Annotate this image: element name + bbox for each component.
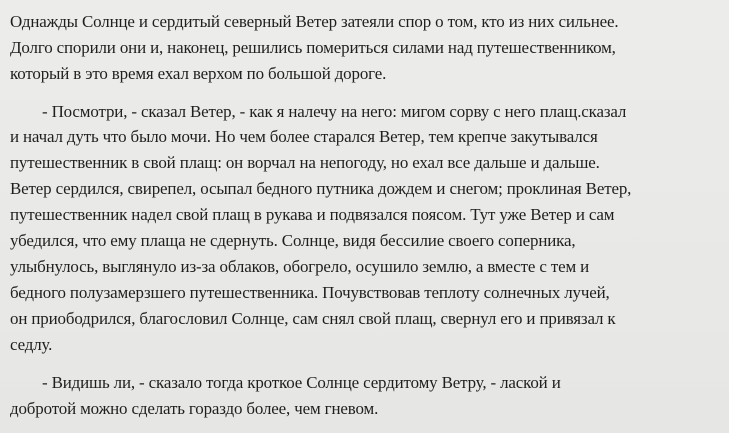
text-line-1: Однажды Солнце и сердитый северный Ветер затеяли спор о том, кто из них сильнее. — [10, 12, 619, 31]
text-line-10: улыбнулось, выглянуло из-за облаков, обогрело, осушило землю, а вместе с тем и — [10, 257, 590, 276]
text-line-8: путешественник надел свой плащ в рукава и подвязался поясом. Тут уже Ветер и сам — [10, 205, 615, 224]
text-line-3: который в это время ехал верхом по большой дороге. — [10, 64, 387, 83]
text-line-2: Долго спорили они и, наконец, решились помериться силами над путешественником, — [10, 38, 616, 57]
text-line-14: - Видишь ли, - сказало тогда кроткое Солнце сердитому Ветру, - лаской и — [42, 373, 561, 392]
text-line-4: - Посмотри, - сказал Ветер, - как я налечу на него: мигом сорву с него плащ.сказал — [42, 102, 627, 121]
text-line-5: и начал дуть что было мочи. Но чем более старался Ветер, тем крепче закутывался — [10, 127, 598, 146]
text-line-11: бедного полузамерзшего путешественника. Почувствовав теплоту солнечных лучей, — [10, 283, 610, 302]
text-line-13: седлу. — [10, 335, 53, 354]
text-line-15: добротой можно сделать гораздо более, чем гневом. — [10, 399, 379, 418]
text-line-12: он приободрился, благословил Солнце, сам снял свой плащ, свернул его и привязал к — [10, 309, 616, 328]
text-line-9: убедился, что ему плаща не сдернуть. Солнце, видя бессилие своего соперника, — [10, 231, 576, 250]
text-line-7: Ветер сердился, свирепел, осыпал бедного путника дождем и снегом; проклиная Ветер, — [10, 179, 632, 198]
text-line-6: путешественник в свой плащ: он ворчал на непогоду, но ехал все дальше и дальше. — [10, 153, 600, 172]
